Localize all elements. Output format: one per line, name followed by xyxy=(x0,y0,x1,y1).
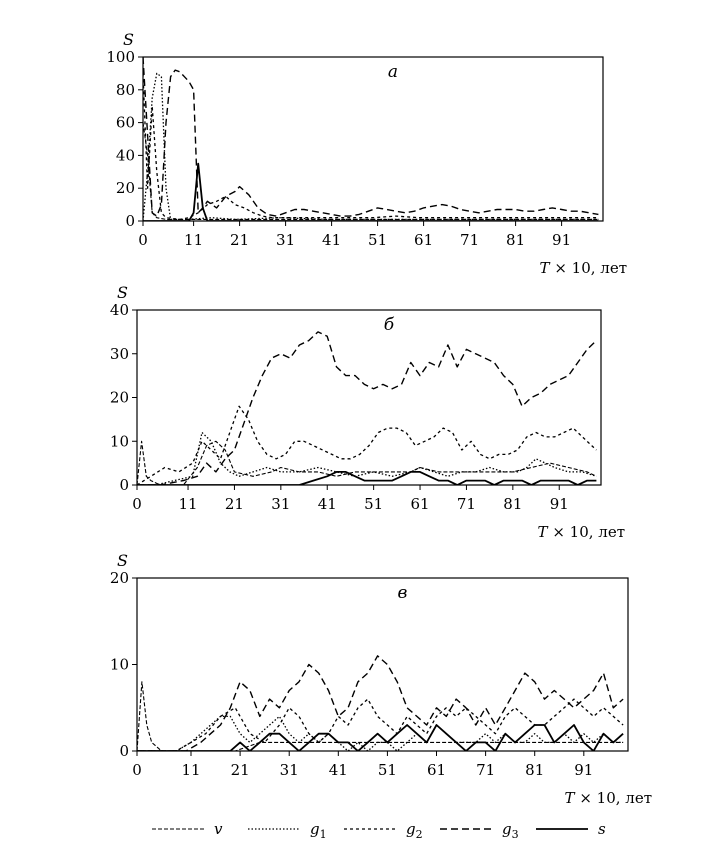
series-line-g1 xyxy=(143,73,598,221)
y-tick-label: 20 xyxy=(115,179,135,198)
y-tick-label: 60 xyxy=(115,113,135,132)
series-line-s xyxy=(137,472,596,485)
x-axis-label: T × 10, лет xyxy=(537,523,625,541)
y-tick-label: 100 xyxy=(106,48,135,66)
x-tick-label: 81 xyxy=(503,495,523,513)
y-tick-label: 80 xyxy=(115,80,135,99)
x-tick-label: 21 xyxy=(230,231,250,249)
series-line-g2 xyxy=(137,406,596,485)
series-line-v xyxy=(143,123,598,220)
x-tick-label: 61 xyxy=(410,495,430,513)
y-tick-label: 10 xyxy=(109,432,129,451)
y-tick-label: 40 xyxy=(109,301,129,319)
y-tick-label: 0 xyxy=(125,212,135,230)
legend-label-g2: $g_2$ xyxy=(406,820,423,841)
x-tick-label: 21 xyxy=(224,495,244,513)
y-axis-label: S xyxy=(117,283,128,302)
x-tick-label: 41 xyxy=(328,761,348,779)
x-tick-label: 81 xyxy=(525,761,545,779)
legend xyxy=(152,820,606,841)
y-tick-label: 0 xyxy=(119,476,129,494)
legend-label-g1: $g_1$ xyxy=(310,820,327,841)
x-tick-label: 91 xyxy=(574,761,594,779)
series-line-g2 xyxy=(143,73,598,219)
y-tick-label: 10 xyxy=(109,655,129,674)
series-line-g3 xyxy=(143,57,598,216)
panel-2 xyxy=(110,551,652,807)
panel-label: в xyxy=(397,583,408,603)
panel-0 xyxy=(106,30,627,277)
series-line-s xyxy=(143,164,598,221)
x-tick-label: 0 xyxy=(132,761,142,779)
x-tick-label: 0 xyxy=(132,495,142,513)
y-tick-label: 0 xyxy=(119,742,129,760)
x-tick-label: 31 xyxy=(279,761,299,779)
y-tick-label: 30 xyxy=(109,344,129,363)
x-tick-label: 51 xyxy=(377,761,397,779)
x-tick-label: 61 xyxy=(426,761,447,779)
x-tick-label: 91 xyxy=(549,495,569,513)
x-tick-label: 71 xyxy=(456,495,476,513)
series-line-v xyxy=(137,682,623,751)
x-tick-label: 41 xyxy=(322,231,342,249)
legend-label-s: s xyxy=(598,820,606,838)
x-tick-label: 71 xyxy=(476,761,496,779)
x-tick-label: 81 xyxy=(506,231,526,249)
panel-label: б xyxy=(383,315,395,335)
y-axis-label: S xyxy=(117,551,128,570)
x-tick-label: 11 xyxy=(181,761,201,779)
x-tick-label: 51 xyxy=(368,231,388,249)
x-tick-label: 0 xyxy=(138,231,148,249)
legend-label-v: v xyxy=(214,820,223,838)
y-tick-label: 20 xyxy=(109,388,129,407)
y-axis-label: S xyxy=(123,30,134,49)
x-axis-label: T × 10, лет xyxy=(564,789,652,807)
x-tick-label: 51 xyxy=(364,495,384,513)
x-tick-label: 61 xyxy=(414,231,434,249)
x-tick-label: 91 xyxy=(552,231,572,249)
series-line-g1 xyxy=(137,433,596,486)
legend-label-g3: $g_3$ xyxy=(502,820,519,841)
plot-frame xyxy=(143,57,603,221)
y-tick-label: 40 xyxy=(115,146,135,165)
series-line-g3 xyxy=(137,332,596,485)
panel-label: а xyxy=(387,62,399,82)
panel-1 xyxy=(110,283,625,541)
x-tick-label: 31 xyxy=(276,231,296,249)
x-tick-label: 11 xyxy=(184,231,204,249)
x-tick-label: 21 xyxy=(230,761,250,779)
x-tick-label: 71 xyxy=(460,231,480,249)
x-axis-label: T × 10, лет xyxy=(539,259,627,277)
x-tick-label: 41 xyxy=(317,495,337,513)
x-tick-label: 11 xyxy=(178,495,198,513)
y-tick-label: 20 xyxy=(109,569,129,587)
plot-frame xyxy=(137,310,601,485)
x-tick-label: 31 xyxy=(271,495,291,513)
plot-frame xyxy=(137,578,628,751)
